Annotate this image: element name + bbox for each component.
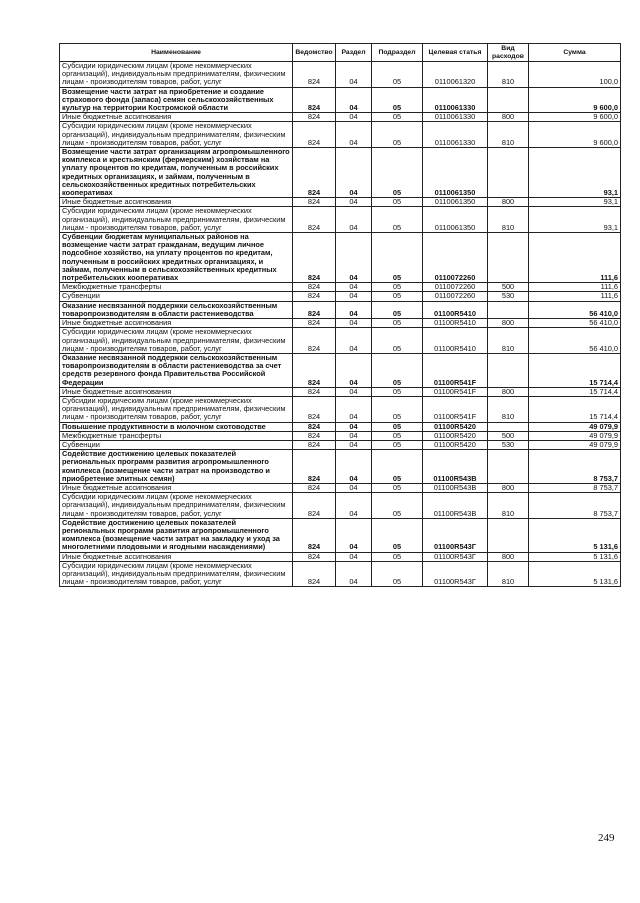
row-vedomstvo-cell: 824 bbox=[293, 483, 336, 492]
row-podrazdel-cell: 05 bbox=[372, 122, 423, 148]
row-podrazdel-cell: 05 bbox=[372, 198, 423, 207]
row-name-cell: Иные бюджетные ассигнования bbox=[60, 319, 293, 328]
row-podrazdel-cell: 05 bbox=[372, 319, 423, 328]
table-row bbox=[60, 233, 621, 283]
row-name-cell: Межбюджетные трансферты bbox=[60, 283, 293, 292]
row-target-article-cell: 0110061350 bbox=[423, 148, 488, 198]
row-podrazdel-cell: 05 bbox=[372, 233, 423, 283]
row-sum-cell: 111,6 bbox=[529, 292, 621, 301]
table-row bbox=[60, 440, 621, 449]
row-razdel-cell: 04 bbox=[336, 561, 372, 587]
row-name-cell: Иные бюджетные ассигнования bbox=[60, 483, 293, 492]
table-row bbox=[60, 122, 621, 148]
row-razdel-cell: 04 bbox=[336, 483, 372, 492]
table-row bbox=[60, 198, 621, 207]
row-target-article-cell: 01100R541F bbox=[423, 396, 488, 422]
row-name-cell: Субсидии юридическим лицам (кроме некоммерческих организаций), индивидуальным предпринимателям, физическим лицам - производителям товаров, работ, услуг bbox=[60, 122, 293, 148]
row-expense-type-cell bbox=[488, 233, 529, 283]
row-expense-type-cell bbox=[488, 301, 529, 318]
row-podrazdel-cell: 05 bbox=[372, 283, 423, 292]
row-sum-cell: 15 714,4 bbox=[529, 396, 621, 422]
row-name-cell: Субсидии юридическим лицам (кроме некоммерческих организаций), индивидуальным предпринимателям, физическим лицам - производителям товаров, работ, услуг bbox=[60, 396, 293, 422]
row-sum-cell: 9 600,0 bbox=[529, 113, 621, 122]
row-vedomstvo-cell: 824 bbox=[293, 207, 336, 233]
row-expense-type-cell: 800 bbox=[488, 387, 529, 396]
row-podrazdel-cell: 05 bbox=[372, 62, 423, 88]
row-razdel-cell: 04 bbox=[336, 198, 372, 207]
row-vedomstvo-cell: 824 bbox=[293, 396, 336, 422]
row-target-article-cell: 0110061350 bbox=[423, 198, 488, 207]
row-target-article-cell: 0110061330 bbox=[423, 122, 488, 148]
table-row bbox=[60, 148, 621, 198]
row-sum-cell: 5 131,6 bbox=[529, 518, 621, 552]
table-row bbox=[60, 207, 621, 233]
row-target-article-cell: 01100R543Г bbox=[423, 552, 488, 561]
row-vedomstvo-cell: 824 bbox=[293, 450, 336, 484]
row-sum-cell: 93,1 bbox=[529, 198, 621, 207]
row-razdel-cell: 04 bbox=[336, 87, 372, 113]
table-row bbox=[60, 387, 621, 396]
row-name-cell: Субсидии юридическим лицам (кроме некоммерческих организаций), индивидуальным предпринимателям, физическим лицам - производителям товаров, работ, услуг bbox=[60, 328, 293, 354]
row-sum-cell: 93,1 bbox=[529, 207, 621, 233]
table-row bbox=[60, 87, 621, 113]
row-target-article-cell: 01100R543Г bbox=[423, 518, 488, 552]
row-razdel-cell: 04 bbox=[336, 292, 372, 301]
row-target-article-cell: 01100R543B bbox=[423, 493, 488, 519]
row-razdel-cell: 04 bbox=[336, 283, 372, 292]
row-podrazdel-cell: 05 bbox=[372, 422, 423, 431]
row-sum-cell: 15 714,4 bbox=[529, 387, 621, 396]
row-expense-type-cell: 810 bbox=[488, 561, 529, 587]
row-razdel-cell: 04 bbox=[336, 422, 372, 431]
row-expense-type-cell bbox=[488, 450, 529, 484]
row-target-article-cell: 0110061330 bbox=[423, 113, 488, 122]
row-name-cell: Иные бюджетные ассигнования bbox=[60, 113, 293, 122]
row-name-cell: Иные бюджетные ассигнования bbox=[60, 552, 293, 561]
row-target-article-cell: 01100R5420 bbox=[423, 440, 488, 449]
row-podrazdel-cell: 05 bbox=[372, 431, 423, 440]
row-expense-type-cell bbox=[488, 148, 529, 198]
row-podrazdel-cell: 05 bbox=[372, 561, 423, 587]
row-podrazdel-cell: 05 bbox=[372, 483, 423, 492]
row-podrazdel-cell: 05 bbox=[372, 552, 423, 561]
header-name: Наименование bbox=[60, 44, 293, 62]
row-expense-type-cell: 530 bbox=[488, 292, 529, 301]
row-razdel-cell: 04 bbox=[336, 113, 372, 122]
table-body bbox=[60, 62, 621, 587]
row-razdel-cell: 04 bbox=[336, 328, 372, 354]
row-expense-type-cell bbox=[488, 422, 529, 431]
row-razdel-cell: 04 bbox=[336, 518, 372, 552]
row-sum-cell: 111,6 bbox=[529, 233, 621, 283]
row-name-cell: Иные бюджетные ассигнования bbox=[60, 198, 293, 207]
table-row bbox=[60, 552, 621, 561]
row-podrazdel-cell: 05 bbox=[372, 328, 423, 354]
row-podrazdel-cell: 05 bbox=[372, 353, 423, 387]
row-razdel-cell: 04 bbox=[336, 233, 372, 283]
table-row bbox=[60, 62, 621, 88]
row-target-article-cell: 01100R543B bbox=[423, 450, 488, 484]
row-target-article-cell: 0110072260 bbox=[423, 283, 488, 292]
row-target-article-cell: 01100R543B bbox=[423, 483, 488, 492]
row-name-cell: Содействие достижению целевых показателей региональных программ развития агропромышленного комплекса (возмещение части затрат на закладку и уход за многолетними плодовыми и ягодными насаждениями) bbox=[60, 518, 293, 552]
row-vedomstvo-cell: 824 bbox=[293, 493, 336, 519]
row-vedomstvo-cell: 824 bbox=[293, 353, 336, 387]
table-row bbox=[60, 319, 621, 328]
row-name-cell: Содействие достижению целевых показателей региональных программ развития агропромышленного комплекса (возмещение части затрат на производство и приобретение элитных семян) bbox=[60, 450, 293, 484]
table-row bbox=[60, 450, 621, 484]
row-target-article-cell: 0110061330 bbox=[423, 87, 488, 113]
row-name-cell: Субвенции bbox=[60, 292, 293, 301]
row-sum-cell: 56 410,0 bbox=[529, 328, 621, 354]
row-expense-type-cell bbox=[488, 518, 529, 552]
row-expense-type-cell: 800 bbox=[488, 113, 529, 122]
row-podrazdel-cell: 05 bbox=[372, 207, 423, 233]
table-row bbox=[60, 283, 621, 292]
row-sum-cell: 100,0 bbox=[529, 62, 621, 88]
row-vedomstvo-cell: 824 bbox=[293, 292, 336, 301]
row-sum-cell: 56 410,0 bbox=[529, 319, 621, 328]
row-sum-cell: 9 600,0 bbox=[529, 87, 621, 113]
row-razdel-cell: 04 bbox=[336, 319, 372, 328]
row-expense-type-cell: 800 bbox=[488, 483, 529, 492]
row-sum-cell: 8 753,7 bbox=[529, 483, 621, 492]
row-razdel-cell: 04 bbox=[336, 207, 372, 233]
row-sum-cell: 15 714,4 bbox=[529, 353, 621, 387]
row-sum-cell: 49 079,9 bbox=[529, 440, 621, 449]
row-vedomstvo-cell: 824 bbox=[293, 552, 336, 561]
row-name-cell: Субвенции bbox=[60, 440, 293, 449]
row-podrazdel-cell: 05 bbox=[372, 113, 423, 122]
row-vedomstvo-cell: 824 bbox=[293, 62, 336, 88]
row-expense-type-cell: 810 bbox=[488, 493, 529, 519]
row-vedomstvo-cell: 824 bbox=[293, 328, 336, 354]
row-expense-type-cell: 810 bbox=[488, 396, 529, 422]
table-row bbox=[60, 422, 621, 431]
row-vedomstvo-cell: 824 bbox=[293, 387, 336, 396]
row-vedomstvo-cell: 824 bbox=[293, 122, 336, 148]
row-expense-type-cell: 530 bbox=[488, 440, 529, 449]
row-vedomstvo-cell: 824 bbox=[293, 518, 336, 552]
row-podrazdel-cell: 05 bbox=[372, 450, 423, 484]
row-sum-cell: 8 753,7 bbox=[529, 493, 621, 519]
row-sum-cell: 56 410,0 bbox=[529, 301, 621, 318]
row-podrazdel-cell: 05 bbox=[372, 493, 423, 519]
row-target-article-cell: 0110061350 bbox=[423, 207, 488, 233]
row-name-cell: Субсидии юридическим лицам (кроме некоммерческих организаций), индивидуальным предпринимателям, физическим лицам - производителям товаров, работ, услуг bbox=[60, 207, 293, 233]
table-row bbox=[60, 292, 621, 301]
row-target-article-cell: 01100R541F bbox=[423, 387, 488, 396]
row-vedomstvo-cell: 824 bbox=[293, 148, 336, 198]
row-target-article-cell: 01100R5410 bbox=[423, 301, 488, 318]
row-razdel-cell: 04 bbox=[336, 148, 372, 198]
row-target-article-cell: 01100R541F bbox=[423, 353, 488, 387]
row-target-article-cell: 0110072260 bbox=[423, 233, 488, 283]
row-razdel-cell: 04 bbox=[336, 396, 372, 422]
row-podrazdel-cell: 05 bbox=[372, 440, 423, 449]
row-razdel-cell: 04 bbox=[336, 440, 372, 449]
row-expense-type-cell: 810 bbox=[488, 62, 529, 88]
row-sum-cell: 93,1 bbox=[529, 148, 621, 198]
header-expense-type: Вид расходов bbox=[488, 44, 529, 62]
header-razdel: Раздел bbox=[336, 44, 372, 62]
table-row bbox=[60, 493, 621, 519]
table-row bbox=[60, 483, 621, 492]
row-expense-type-cell: 500 bbox=[488, 431, 529, 440]
row-name-cell: Иные бюджетные ассигнования bbox=[60, 387, 293, 396]
row-razdel-cell: 04 bbox=[336, 450, 372, 484]
row-vedomstvo-cell: 824 bbox=[293, 431, 336, 440]
row-target-article-cell: 0110061320 bbox=[423, 62, 488, 88]
row-vedomstvo-cell: 824 bbox=[293, 301, 336, 318]
row-podrazdel-cell: 05 bbox=[372, 387, 423, 396]
table-row bbox=[60, 328, 621, 354]
row-vedomstvo-cell: 824 bbox=[293, 198, 336, 207]
row-expense-type-cell bbox=[488, 353, 529, 387]
row-podrazdel-cell: 05 bbox=[372, 518, 423, 552]
row-target-article-cell: 01100R5420 bbox=[423, 422, 488, 431]
budget-table bbox=[59, 43, 621, 587]
row-razdel-cell: 04 bbox=[336, 122, 372, 148]
row-name-cell: Субсидии юридическим лицам (кроме некоммерческих организаций), индивидуальным предпринимателям, физическим лицам - производителям товаров, работ, услуг bbox=[60, 62, 293, 88]
row-podrazdel-cell: 05 bbox=[372, 292, 423, 301]
table-row bbox=[60, 396, 621, 422]
header-sum: Сумма bbox=[529, 44, 621, 62]
page-number: 249 bbox=[598, 832, 615, 844]
row-target-article-cell: 01100R543Г bbox=[423, 561, 488, 587]
row-vedomstvo-cell: 824 bbox=[293, 440, 336, 449]
row-razdel-cell: 04 bbox=[336, 353, 372, 387]
row-target-article-cell: 01100R5410 bbox=[423, 328, 488, 354]
row-expense-type-cell: 800 bbox=[488, 198, 529, 207]
row-podrazdel-cell: 05 bbox=[372, 396, 423, 422]
row-sum-cell: 5 131,6 bbox=[529, 552, 621, 561]
row-razdel-cell: 04 bbox=[336, 431, 372, 440]
row-name-cell: Межбюджетные трансферты bbox=[60, 431, 293, 440]
row-target-article-cell: 0110072260 bbox=[423, 292, 488, 301]
row-podrazdel-cell: 05 bbox=[372, 148, 423, 198]
row-sum-cell: 111,6 bbox=[529, 283, 621, 292]
row-sum-cell: 9 600,0 bbox=[529, 122, 621, 148]
row-name-cell: Повышение продуктивности в молочном скотоводстве bbox=[60, 422, 293, 431]
row-vedomstvo-cell: 824 bbox=[293, 113, 336, 122]
table-row bbox=[60, 353, 621, 387]
header-target-article: Целевая статья bbox=[423, 44, 488, 62]
row-expense-type-cell: 810 bbox=[488, 328, 529, 354]
row-sum-cell: 49 079,9 bbox=[529, 422, 621, 431]
row-name-cell: Оказание несвязанной поддержки сельскохозяйственным товаропроизводителям в области растениеводства за счет средств резервного фонда Правительства Российской Федерации bbox=[60, 353, 293, 387]
row-razdel-cell: 04 bbox=[336, 387, 372, 396]
row-expense-type-cell: 810 bbox=[488, 122, 529, 148]
row-name-cell: Субвенции бюджетам муниципальных районов на возмещение части затрат гражданам, ведущим личное подсобное хозяйство, на уплату процентов по кредитам, полученным в российских кредитных организациях, и займам, полученным в сельскохозяйственных кредитных потребительских кооперативах bbox=[60, 233, 293, 283]
row-vedomstvo-cell: 824 bbox=[293, 561, 336, 587]
row-target-article-cell: 01100R5420 bbox=[423, 431, 488, 440]
row-sum-cell: 49 079,9 bbox=[529, 431, 621, 440]
row-razdel-cell: 04 bbox=[336, 493, 372, 519]
header-row bbox=[60, 44, 621, 62]
row-target-article-cell: 01100R5410 bbox=[423, 319, 488, 328]
row-name-cell: Возмещение части затрат на приобретение и создание страхового фонда (запаса) семян сельскохозяйственных культур на территории Костромской области bbox=[60, 87, 293, 113]
row-podrazdel-cell: 05 bbox=[372, 301, 423, 318]
row-expense-type-cell: 800 bbox=[488, 552, 529, 561]
row-razdel-cell: 04 bbox=[336, 552, 372, 561]
row-expense-type-cell: 500 bbox=[488, 283, 529, 292]
row-razdel-cell: 04 bbox=[336, 62, 372, 88]
header-vedomstvo: Ведомство bbox=[293, 44, 336, 62]
table-row bbox=[60, 301, 621, 318]
row-vedomstvo-cell: 824 bbox=[293, 87, 336, 113]
row-vedomstvo-cell: 824 bbox=[293, 319, 336, 328]
row-sum-cell: 5 131,6 bbox=[529, 561, 621, 587]
table-row bbox=[60, 518, 621, 552]
row-razdel-cell: 04 bbox=[336, 301, 372, 318]
row-name-cell: Оказание несвязанной поддержки сельскохозяйственным товаропроизводителям в области растениеводства bbox=[60, 301, 293, 318]
row-expense-type-cell: 800 bbox=[488, 319, 529, 328]
row-name-cell: Возмещение части затрат организациям агропромышленного комплекса и крестьянским (фермерским) хозяйствам на уплату процентов по кредитам, полученным в российских кредитных организациях, и займам, полученным в сельскохозяйственных кредитных потребительских кооперативах bbox=[60, 148, 293, 198]
row-name-cell: Субсидии юридическим лицам (кроме некоммерческих организаций), индивидуальным предпринимателям, физическим лицам - производителям товаров, работ, услуг bbox=[60, 561, 293, 587]
row-podrazdel-cell: 05 bbox=[372, 87, 423, 113]
row-expense-type-cell bbox=[488, 87, 529, 113]
row-expense-type-cell: 810 bbox=[488, 207, 529, 233]
row-name-cell: Субсидии юридическим лицам (кроме некоммерческих организаций), индивидуальным предпринимателям, физическим лицам - производителям товаров, работ, услуг bbox=[60, 493, 293, 519]
row-vedomstvo-cell: 824 bbox=[293, 233, 336, 283]
row-sum-cell: 8 753,7 bbox=[529, 450, 621, 484]
row-vedomstvo-cell: 824 bbox=[293, 422, 336, 431]
row-vedomstvo-cell: 824 bbox=[293, 283, 336, 292]
header-podrazdel: Подраздел bbox=[372, 44, 423, 62]
table-row bbox=[60, 431, 621, 440]
table-row bbox=[60, 113, 621, 122]
table-row bbox=[60, 561, 621, 587]
